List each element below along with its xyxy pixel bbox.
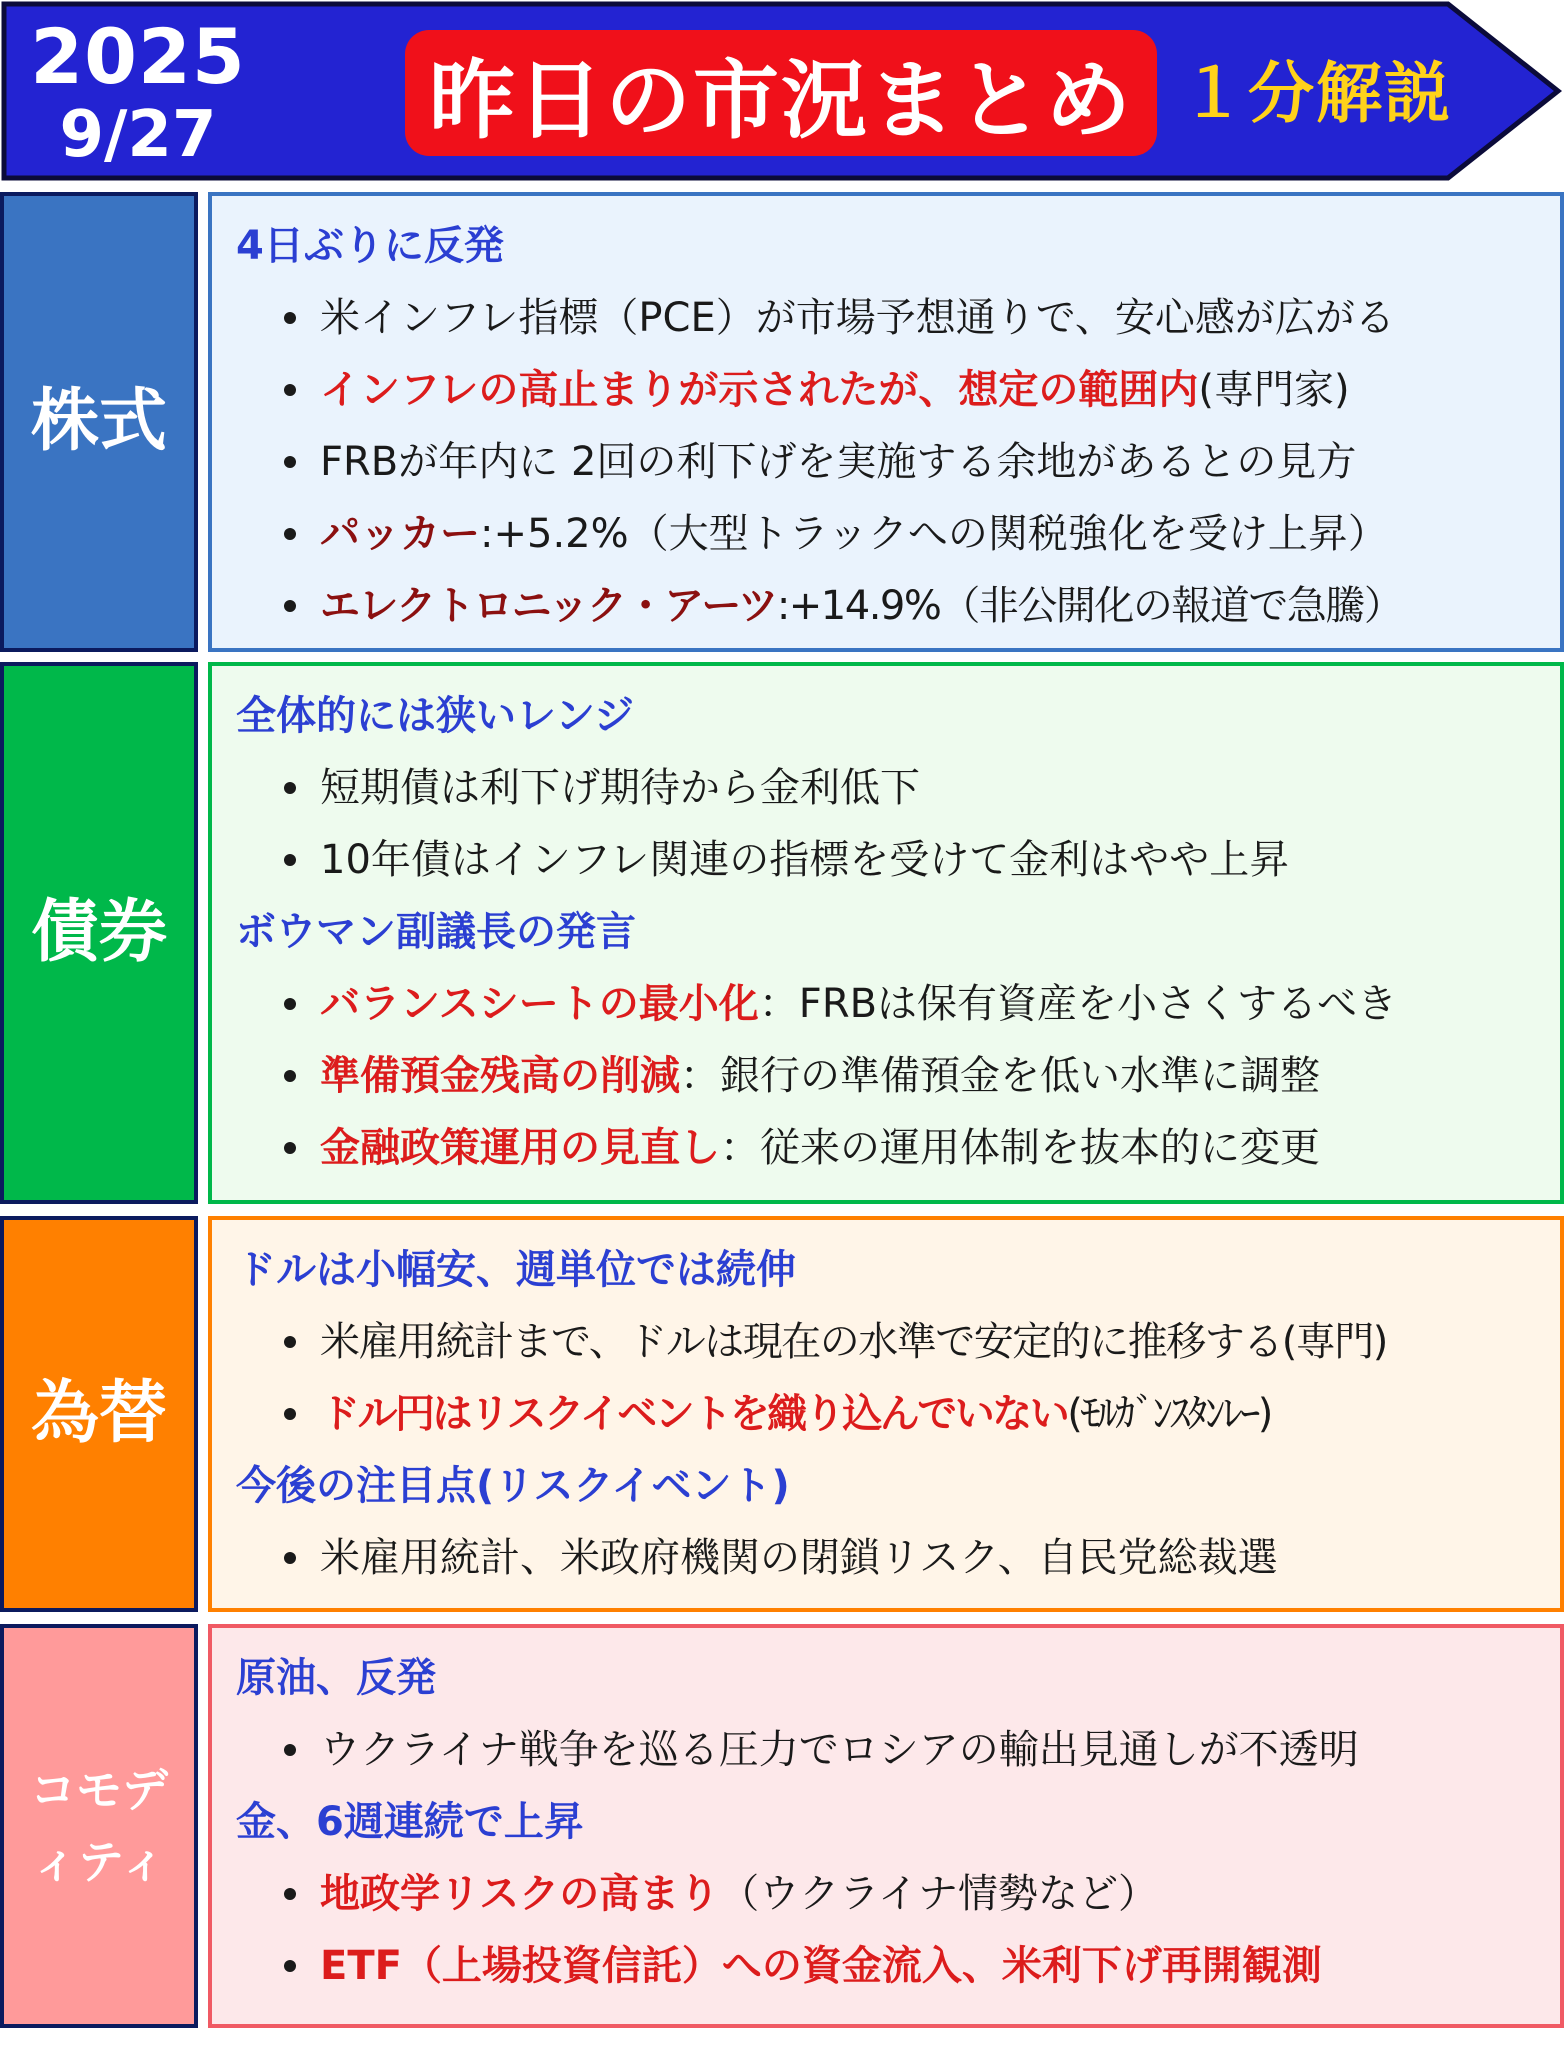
list-item: 10年債はインフレ関連の指標を受けて金利はやや上昇 [236,824,1540,896]
list-item: FRBが年内に 2回の利下げを実施する余地があるとの見方 [236,426,1540,498]
list-item: 米雇用統計、米政府機関の閉鎖リスク、自民党総裁選 [236,1522,1540,1594]
list-item: ドル円はリスクイベントを織り込んでいない(ﾓﾙｶﾞﾝｽﾀﾝﾚｰ) [236,1378,1540,1450]
section-label-box [0,662,198,1204]
list-item: 準備預金残高の削減：銀行の準備預金を低い水準に調整 [236,1040,1540,1112]
section-label: コモデ ィティ [30,1763,168,1889]
section-fx [0,1216,1564,1612]
section-content [208,1624,1564,2028]
header-banner [0,0,1564,182]
section-label-box [0,1624,198,2028]
section-label: 為替 [30,1374,167,1453]
list-item: 短期債は利下げ期待から金利低下 [236,752,1540,824]
section-label-box [0,1216,198,1612]
list-item: エレクトロニック・アーツ:+14.9%（非公開化の報道で急騰） [236,570,1540,642]
section-label-box [0,192,198,652]
list-item: ETF（上場投資信託）への資金流入、米利下げ再開観測 [236,1930,1540,2002]
date-day: 9/27 [59,98,217,172]
section-heading: 今後の注目点(リスクイベント) [236,1463,790,1509]
section-label: 株式 [30,382,167,461]
page-subtitle: １分解説 [1180,55,1452,132]
section-heading: 4日ぶりに反発 [236,223,504,269]
date-year: 2025 [30,12,246,101]
section-heading: ドルは小幅安、週単位では続伸 [236,1247,796,1293]
section-content [208,1216,1564,1612]
section-stock [0,192,1564,652]
section-content [208,192,1564,652]
list-item: ウクライナ戦争を巡る圧力でロシアの輸出見通しが不透明 [236,1714,1540,1786]
list-item: 地政学リスクの高まり（ウクライナ情勢など） [236,1858,1540,1930]
section-heading: 金、6週連続で上昇 [236,1799,584,1845]
list-item: 金融政策運用の見直し：従来の運用体制を抜本的に変更 [236,1112,1540,1184]
list-item: 米インフレ指標（PCE）が市場予想通りで、安心感が広がる [236,282,1540,354]
section-content [208,662,1564,1204]
title-badge [405,30,1157,156]
section-heading: 全体的には狭いレンジ [236,693,634,739]
section-commodity [0,1624,1564,2028]
section-label: 債券 [30,893,167,972]
section-heading: ボウマン副議長の発言 [236,909,636,955]
page-title: 昨日の市況まとめ [429,51,1133,151]
section-bond [0,662,1564,1204]
list-item: パッカー:+5.2%（大型トラックへの関税強化を受け上昇） [236,498,1540,570]
list-item: インフレの高止まりが示されたが、想定の範囲内(専門家) [236,354,1540,426]
section-heading: 原油、反発 [236,1655,436,1701]
list-item: 米雇用統計まで、ドルは現在の水準で安定的に推移する(専門) [236,1306,1540,1378]
list-item: バランスシートの最小化：FRBは保有資産を小さくするべき [236,968,1540,1040]
